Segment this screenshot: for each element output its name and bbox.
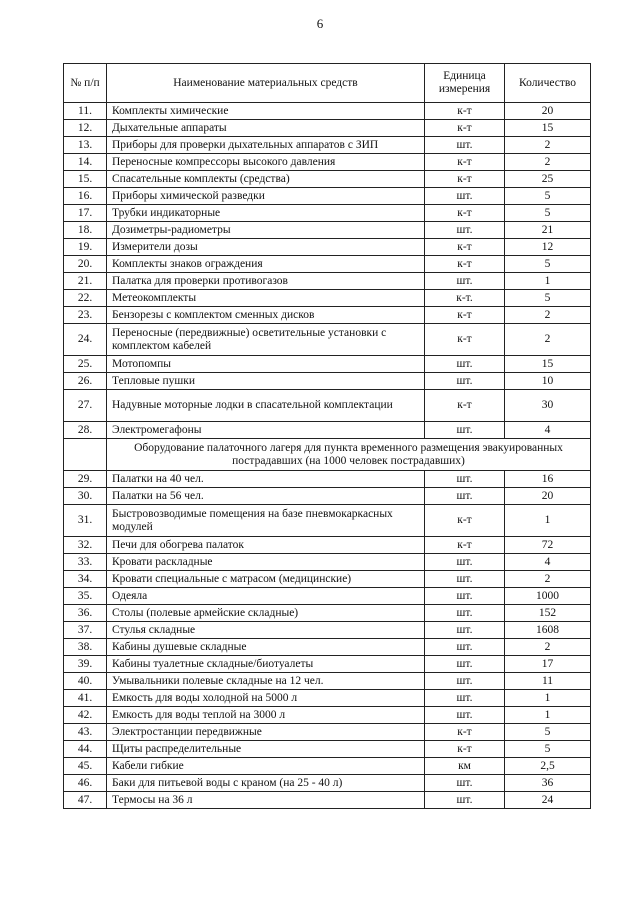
table-row	[64, 256, 591, 273]
row-unit: к-т	[425, 239, 505, 256]
row-name: Палатки на 40 чел.	[107, 471, 425, 488]
table-header	[64, 64, 591, 103]
row-unit: шт.	[425, 690, 505, 707]
row-quantity: 2	[505, 571, 591, 588]
row-unit: шт.	[425, 605, 505, 622]
row-unit: шт.	[425, 707, 505, 724]
row-number: 11.	[64, 103, 107, 120]
table-row	[64, 273, 591, 290]
row-unit: к-т	[425, 205, 505, 222]
row-quantity: 1	[505, 273, 591, 290]
row-number: 34.	[64, 571, 107, 588]
row-unit: шт.	[425, 137, 505, 154]
row-unit: шт.	[425, 554, 505, 571]
row-name: Комплекты знаков ограждения	[107, 256, 425, 273]
row-number: 30.	[64, 488, 107, 505]
row-quantity: 1000	[505, 588, 591, 605]
row-number: 43.	[64, 724, 107, 741]
row-name: Баки для питьевой воды с краном (на 25 - 40 л)	[107, 775, 425, 792]
row-unit: к-т	[425, 390, 505, 422]
row-unit: к-т	[425, 537, 505, 554]
table-row	[64, 775, 591, 792]
row-quantity: 17	[505, 656, 591, 673]
table-row	[64, 324, 591, 356]
row-name: Столы (полевые армейские складные)	[107, 605, 425, 622]
row-number: 17.	[64, 205, 107, 222]
row-quantity: 2	[505, 324, 591, 356]
row-number: 15.	[64, 171, 107, 188]
row-name: Спасательные комплекты (средства)	[107, 171, 425, 188]
row-quantity: 4	[505, 554, 591, 571]
row-quantity: 1608	[505, 622, 591, 639]
row-quantity: 2,5	[505, 758, 591, 775]
table-row	[64, 537, 591, 554]
row-name: Приборы химической разведки	[107, 188, 425, 205]
row-unit: к-т	[425, 505, 505, 537]
row-name: Одеяла	[107, 588, 425, 605]
row-number: 36.	[64, 605, 107, 622]
row-quantity: 36	[505, 775, 591, 792]
table-row	[64, 673, 591, 690]
table-row	[64, 390, 591, 422]
row-quantity: 15	[505, 120, 591, 137]
row-name: Емкость для воды теплой на 3000 л	[107, 707, 425, 724]
page-number: 6	[316, 16, 324, 31]
row-unit: к-т.	[425, 290, 505, 307]
row-name: Приборы для проверки дыхательных аппаратов с ЗИП	[107, 137, 425, 154]
table-row	[64, 154, 591, 171]
row-quantity: 21	[505, 222, 591, 239]
row-unit: шт.	[425, 673, 505, 690]
header-unit: Единица измерения	[425, 64, 505, 103]
row-unit: к-т	[425, 307, 505, 324]
row-name: Надувные моторные лодки в спасательной комплектации	[107, 390, 425, 422]
row-name: Измерители дозы	[107, 239, 425, 256]
row-name: Кабины душевые складные	[107, 639, 425, 656]
row-number: 27.	[64, 390, 107, 422]
table-body	[64, 103, 591, 809]
row-name: Трубки индикаторные	[107, 205, 425, 222]
table-row	[64, 373, 591, 390]
row-number: 32.	[64, 537, 107, 554]
row-quantity: 5	[505, 205, 591, 222]
table-row	[64, 488, 591, 505]
row-quantity: 24	[505, 792, 591, 809]
table-row	[64, 471, 591, 488]
row-name: Кабели гибкие	[107, 758, 425, 775]
row-unit: к-т	[425, 324, 505, 356]
row-quantity: 5	[505, 741, 591, 758]
section-heading: Оборудование палаточного лагеря для пункта временного размещения эвакуированных пострадавших (на 1000 человек пострадавших)	[107, 439, 591, 471]
row-quantity: 30	[505, 390, 591, 422]
table-row	[64, 290, 591, 307]
row-number: 22.	[64, 290, 107, 307]
row-number: 44.	[64, 741, 107, 758]
row-number: 26.	[64, 373, 107, 390]
table-row	[64, 639, 591, 656]
row-name: Дозиметры-радиометры	[107, 222, 425, 239]
row-number: 13.	[64, 137, 107, 154]
row-name: Переносные компрессоры высокого давления	[107, 154, 425, 171]
header-number: № п/п	[64, 64, 107, 103]
row-quantity: 5	[505, 290, 591, 307]
table-row	[64, 103, 591, 120]
row-unit: шт.	[425, 571, 505, 588]
table-row	[64, 707, 591, 724]
row-number: 39.	[64, 656, 107, 673]
row-quantity: 12	[505, 239, 591, 256]
row-name: Кабины туалетные складные/биотуалеты	[107, 656, 425, 673]
row-name: Емкость для воды холодной на 5000 л	[107, 690, 425, 707]
row-quantity: 2	[505, 639, 591, 656]
row-unit: шт.	[425, 188, 505, 205]
table-row	[64, 741, 591, 758]
row-number: 35.	[64, 588, 107, 605]
row-number: 42.	[64, 707, 107, 724]
row-name: Дыхательные аппараты	[107, 120, 425, 137]
row-quantity: 5	[505, 724, 591, 741]
row-name: Электростанции передвижные	[107, 724, 425, 741]
row-quantity: 2	[505, 307, 591, 324]
row-quantity: 25	[505, 171, 591, 188]
row-number: 38.	[64, 639, 107, 656]
header-name: Наименование материальных средств	[107, 64, 425, 103]
table-row	[64, 656, 591, 673]
table-row	[64, 205, 591, 222]
row-unit: шт.	[425, 356, 505, 373]
row-number: 41.	[64, 690, 107, 707]
row-name: Умывальники полевые складные на 12 чел.	[107, 673, 425, 690]
row-unit: шт.	[425, 422, 505, 439]
table-row	[64, 690, 591, 707]
row-unit: шт.	[425, 792, 505, 809]
row-name: Палатки на 56 чел.	[107, 488, 425, 505]
table-row	[64, 422, 591, 439]
row-name: Комплекты химические	[107, 103, 425, 120]
row-unit: шт.	[425, 471, 505, 488]
table-row	[64, 605, 591, 622]
section-spacer	[64, 439, 107, 471]
row-number: 28.	[64, 422, 107, 439]
row-unit: шт.	[425, 656, 505, 673]
row-name: Переносные (передвижные) осветительные установки с комплектом кабелей	[107, 324, 425, 356]
row-quantity: 2	[505, 137, 591, 154]
row-unit: к-т	[425, 103, 505, 120]
table-row	[64, 356, 591, 373]
row-unit: к-т	[425, 256, 505, 273]
row-quantity: 20	[505, 488, 591, 505]
table-row	[64, 188, 591, 205]
row-number: 25.	[64, 356, 107, 373]
row-name: Кровати специальные с матрасом (медицинские)	[107, 571, 425, 588]
row-number: 45.	[64, 758, 107, 775]
materials-table	[63, 63, 591, 809]
table-row	[64, 171, 591, 188]
row-name: Бензорезы с комплектом сменных дисков	[107, 307, 425, 324]
row-number: 19.	[64, 239, 107, 256]
row-quantity: 11	[505, 673, 591, 690]
row-unit: шт.	[425, 639, 505, 656]
row-unit: шт.	[425, 622, 505, 639]
row-number: 14.	[64, 154, 107, 171]
row-unit: к-т	[425, 120, 505, 137]
row-number: 46.	[64, 775, 107, 792]
row-number: 24.	[64, 324, 107, 356]
row-name: Электромегафоны	[107, 422, 425, 439]
row-name: Печи для обогрева палаток	[107, 537, 425, 554]
row-unit: шт.	[425, 373, 505, 390]
row-unit: к-т	[425, 741, 505, 758]
table-row	[64, 120, 591, 137]
table-row	[64, 758, 591, 775]
section-row	[64, 439, 591, 471]
row-unit: шт.	[425, 222, 505, 239]
row-unit: км	[425, 758, 505, 775]
row-number: 23.	[64, 307, 107, 324]
row-quantity: 15	[505, 356, 591, 373]
table-row	[64, 571, 591, 588]
row-name: Мотопомпы	[107, 356, 425, 373]
table-row	[64, 137, 591, 154]
row-number: 40.	[64, 673, 107, 690]
row-quantity: 5	[505, 188, 591, 205]
table-row	[64, 588, 591, 605]
row-unit: к-т	[425, 154, 505, 171]
row-name: Кровати раскладные	[107, 554, 425, 571]
row-quantity: 16	[505, 471, 591, 488]
row-name: Палатка для проверки противогазов	[107, 273, 425, 290]
row-unit: к-т	[425, 171, 505, 188]
row-number: 29.	[64, 471, 107, 488]
row-unit: шт.	[425, 775, 505, 792]
row-unit: шт.	[425, 273, 505, 290]
row-number: 37.	[64, 622, 107, 639]
table-row	[64, 505, 591, 537]
row-number: 47.	[64, 792, 107, 809]
row-quantity: 1	[505, 707, 591, 724]
table-row	[64, 239, 591, 256]
row-unit: шт.	[425, 588, 505, 605]
table-row	[64, 622, 591, 639]
row-number: 20.	[64, 256, 107, 273]
table-row	[64, 222, 591, 239]
row-number: 33.	[64, 554, 107, 571]
row-quantity: 1	[505, 690, 591, 707]
row-name: Термосы на 36 л	[107, 792, 425, 809]
row-name: Стулья складные	[107, 622, 425, 639]
row-quantity: 20	[505, 103, 591, 120]
table-row	[64, 792, 591, 809]
table-row	[64, 554, 591, 571]
row-quantity: 10	[505, 373, 591, 390]
row-number: 31.	[64, 505, 107, 537]
row-name: Тепловые пушки	[107, 373, 425, 390]
row-quantity: 152	[505, 605, 591, 622]
table-row	[64, 724, 591, 741]
table-row	[64, 307, 591, 324]
row-unit: к-т	[425, 724, 505, 741]
row-quantity: 1	[505, 505, 591, 537]
row-name: Метеокомплекты	[107, 290, 425, 307]
row-number: 21.	[64, 273, 107, 290]
row-number: 16.	[64, 188, 107, 205]
row-name: Быстровозводимые помещения на базе пневмокаркасных модулей	[107, 505, 425, 537]
row-number: 12.	[64, 120, 107, 137]
row-unit: шт.	[425, 488, 505, 505]
header-quantity: Количество	[505, 64, 591, 103]
row-quantity: 5	[505, 256, 591, 273]
row-quantity: 2	[505, 154, 591, 171]
row-name: Щиты распределительные	[107, 741, 425, 758]
row-quantity: 72	[505, 537, 591, 554]
row-number: 18.	[64, 222, 107, 239]
row-quantity: 4	[505, 422, 591, 439]
